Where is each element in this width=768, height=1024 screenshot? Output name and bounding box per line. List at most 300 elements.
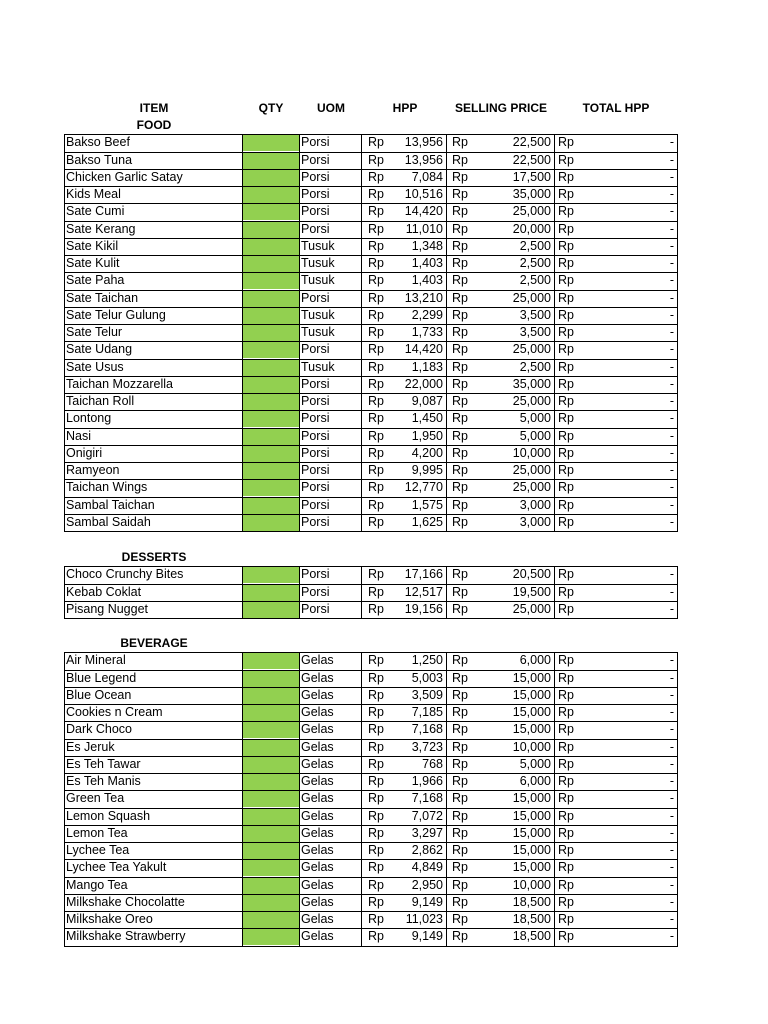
item-name: Sate Cumi bbox=[66, 204, 125, 219]
price-value: 25,000 bbox=[512, 204, 551, 219]
item-name: Es Teh Tawar bbox=[66, 756, 141, 771]
table-row bbox=[64, 497, 677, 514]
table-row bbox=[64, 652, 677, 669]
uom-cell: Porsi bbox=[301, 376, 330, 391]
item-name: Lemon Squash bbox=[66, 808, 151, 823]
column-border bbox=[361, 652, 362, 946]
hpp-value: 1,250 bbox=[411, 653, 443, 668]
column-border bbox=[677, 134, 678, 532]
item-name: Air Mineral bbox=[66, 653, 126, 668]
column-border bbox=[446, 134, 447, 532]
hpp-value: 768 bbox=[422, 756, 443, 771]
hpp-currency: Rp bbox=[368, 705, 384, 719]
table-row bbox=[64, 877, 677, 894]
hpp-currency: Rp bbox=[368, 273, 384, 288]
price-currency: Rp bbox=[452, 463, 468, 477]
price-value: 15,000 bbox=[512, 843, 551, 857]
hpp-value: 12,517 bbox=[404, 584, 443, 599]
hpp-currency: Rp bbox=[368, 912, 384, 926]
row-border bbox=[64, 203, 677, 204]
total-currency: Rp bbox=[558, 290, 574, 305]
hpp-currency: Rp bbox=[368, 221, 384, 236]
qty-cell[interactable] bbox=[242, 255, 299, 272]
hpp-currency: Rp bbox=[368, 238, 384, 253]
item-name: Sate Paha bbox=[66, 273, 125, 288]
total-hpp-value: - bbox=[669, 894, 674, 909]
hpp-value: 22,000 bbox=[404, 376, 443, 391]
price-currency: Rp bbox=[452, 584, 468, 599]
item-name: Pisang Nugget bbox=[66, 601, 149, 616]
qty-cell[interactable] bbox=[242, 221, 299, 238]
total-hpp-value: - bbox=[669, 514, 674, 529]
uom-cell: Gelas bbox=[301, 687, 334, 702]
item-name: Es Teh Manis bbox=[66, 774, 141, 788]
row-border bbox=[64, 376, 677, 377]
row-border bbox=[64, 169, 677, 170]
row-border bbox=[64, 531, 677, 532]
total-hpp-value: - bbox=[669, 325, 674, 339]
qty-cell[interactable] bbox=[242, 428, 299, 445]
price-currency: Rp bbox=[452, 860, 468, 875]
hpp-currency: Rp bbox=[368, 756, 384, 771]
uom-cell: Gelas bbox=[301, 877, 334, 892]
hpp-value: 5,003 bbox=[411, 670, 443, 685]
item-name: Taichan Mozzarella bbox=[66, 376, 173, 391]
total-hpp-value: - bbox=[669, 808, 674, 823]
row-border bbox=[64, 341, 677, 342]
uom-cell: Porsi bbox=[301, 601, 330, 616]
uom-cell: Porsi bbox=[301, 290, 330, 305]
row-border bbox=[64, 272, 677, 273]
price-currency: Rp bbox=[452, 687, 468, 702]
total-currency: Rp bbox=[558, 877, 574, 892]
header-item: ITEM bbox=[139, 101, 169, 115]
table-row bbox=[64, 928, 677, 945]
table-row bbox=[64, 721, 677, 738]
qty-cell[interactable] bbox=[242, 721, 299, 738]
qty-cell[interactable] bbox=[242, 497, 299, 514]
table-row bbox=[64, 670, 677, 687]
price-currency: Rp bbox=[452, 722, 468, 737]
total-hpp-value: - bbox=[669, 774, 674, 788]
price-value: 20,000 bbox=[512, 221, 551, 236]
total-currency: Rp bbox=[558, 774, 574, 788]
column-border bbox=[446, 652, 447, 946]
price-currency: Rp bbox=[452, 135, 468, 150]
item-name: Sate Telur Gulung bbox=[66, 307, 166, 322]
item-name: Kids Meal bbox=[66, 187, 121, 201]
total-hpp-value: - bbox=[669, 428, 674, 443]
hpp-currency: Rp bbox=[368, 670, 384, 685]
qty-cell[interactable] bbox=[242, 393, 299, 410]
hpp-value: 1,183 bbox=[411, 359, 443, 374]
price-currency: Rp bbox=[452, 256, 468, 270]
hpp-currency: Rp bbox=[368, 877, 384, 892]
qty-cell[interactable] bbox=[242, 825, 299, 842]
table-row bbox=[64, 272, 677, 289]
hpp-currency: Rp bbox=[368, 739, 384, 754]
item-name: Nasi bbox=[66, 428, 92, 443]
row-border bbox=[64, 601, 677, 602]
qty-cell[interactable] bbox=[242, 911, 299, 928]
total-hpp-value: - bbox=[669, 601, 674, 616]
hpp-currency: Rp bbox=[368, 722, 384, 737]
row-border bbox=[64, 859, 677, 860]
qty-cell[interactable] bbox=[242, 169, 299, 186]
price-currency: Rp bbox=[452, 825, 468, 840]
qty-cell[interactable] bbox=[242, 687, 299, 704]
price-value: 5,000 bbox=[519, 428, 551, 443]
item-name: Milkshake Strawberry bbox=[66, 929, 186, 944]
row-border bbox=[64, 497, 677, 498]
qty-cell[interactable] bbox=[242, 704, 299, 721]
price-currency: Rp bbox=[452, 394, 468, 408]
column-border bbox=[361, 566, 362, 619]
hpp-currency: Rp bbox=[368, 791, 384, 806]
section-title-beverage: BEVERAGE bbox=[120, 636, 188, 650]
total-hpp-value: - bbox=[669, 929, 674, 944]
uom-cell: Gelas bbox=[301, 653, 334, 668]
total-hpp-value: - bbox=[669, 860, 674, 875]
table-row bbox=[64, 324, 677, 341]
total-hpp-value: - bbox=[669, 584, 674, 599]
item-name: Milkshake Oreo bbox=[66, 912, 153, 926]
price-value: 6,000 bbox=[519, 653, 551, 668]
qty-cell[interactable] bbox=[242, 584, 299, 601]
hpp-currency: Rp bbox=[368, 567, 384, 582]
uom-cell: Tusuk bbox=[301, 359, 335, 374]
qty-cell[interactable] bbox=[242, 773, 299, 790]
total-hpp-value: - bbox=[669, 739, 674, 754]
price-value: 15,000 bbox=[512, 705, 551, 719]
row-border bbox=[64, 445, 677, 446]
total-hpp-value: - bbox=[669, 238, 674, 253]
item-name: Milkshake Chocolatte bbox=[66, 894, 185, 909]
price-currency: Rp bbox=[452, 480, 468, 495]
qty-cell[interactable] bbox=[242, 790, 299, 807]
table-row bbox=[64, 359, 677, 376]
price-currency: Rp bbox=[452, 791, 468, 806]
price-value: 25,000 bbox=[512, 601, 551, 616]
qty-cell[interactable] bbox=[242, 652, 299, 669]
hpp-value: 2,299 bbox=[411, 307, 443, 322]
total-currency: Rp bbox=[558, 567, 574, 582]
hpp-value: 7,084 bbox=[411, 169, 443, 184]
total-currency: Rp bbox=[558, 756, 574, 771]
hpp-value: 4,200 bbox=[411, 445, 443, 460]
table-row bbox=[64, 393, 677, 410]
qty-cell[interactable] bbox=[242, 134, 299, 151]
hpp-currency: Rp bbox=[368, 514, 384, 529]
table-row bbox=[64, 739, 677, 756]
uom-cell: Tusuk bbox=[301, 256, 335, 270]
item-name: Sate Telur bbox=[66, 325, 123, 339]
item-name: Sate Taichan bbox=[66, 290, 139, 305]
price-value: 3,500 bbox=[519, 307, 551, 322]
row-border bbox=[64, 825, 677, 826]
qty-cell[interactable] bbox=[242, 894, 299, 911]
uom-cell: Gelas bbox=[301, 756, 334, 771]
qty-cell[interactable] bbox=[242, 203, 299, 220]
hpp-currency: Rp bbox=[368, 894, 384, 909]
total-hpp-value: - bbox=[669, 756, 674, 771]
qty-cell[interactable] bbox=[242, 808, 299, 825]
price-value: 18,500 bbox=[512, 894, 551, 909]
hpp-value: 11,023 bbox=[405, 912, 443, 926]
hpp-value: 9,149 bbox=[411, 894, 443, 909]
row-border bbox=[64, 584, 677, 585]
total-hpp-value: - bbox=[669, 825, 674, 840]
total-currency: Rp bbox=[558, 428, 574, 443]
item-name: Sate Usus bbox=[66, 359, 124, 374]
total-currency: Rp bbox=[558, 722, 574, 737]
qty-cell[interactable] bbox=[242, 152, 299, 169]
hpp-currency: Rp bbox=[368, 135, 384, 150]
price-currency: Rp bbox=[452, 152, 468, 167]
row-border bbox=[64, 756, 677, 757]
qty-cell[interactable] bbox=[242, 376, 299, 393]
table-row bbox=[64, 186, 677, 203]
hpp-currency: Rp bbox=[368, 187, 384, 201]
total-hpp-value: - bbox=[669, 877, 674, 892]
price-value: 10,000 bbox=[512, 445, 551, 460]
row-border bbox=[64, 808, 677, 809]
header-selling-price: SELLING PRICE bbox=[454, 101, 547, 115]
total-currency: Rp bbox=[558, 497, 574, 512]
column-border bbox=[64, 566, 65, 619]
qty-cell[interactable] bbox=[242, 514, 299, 531]
price-value: 6,000 bbox=[519, 774, 551, 788]
price-value: 2,500 bbox=[519, 256, 551, 270]
hpp-value: 10,516 bbox=[404, 187, 443, 201]
column-border bbox=[554, 566, 555, 619]
row-border bbox=[64, 946, 677, 947]
item-name: Chicken Garlic Satay bbox=[66, 169, 183, 184]
item-name: Es Jeruk bbox=[66, 739, 115, 754]
hpp-currency: Rp bbox=[368, 825, 384, 840]
table-row bbox=[64, 479, 677, 496]
hpp-value: 7,168 bbox=[411, 791, 443, 806]
price-currency: Rp bbox=[452, 894, 468, 909]
qty-cell[interactable] bbox=[242, 739, 299, 756]
hpp-currency: Rp bbox=[368, 376, 384, 391]
total-currency: Rp bbox=[558, 411, 574, 426]
total-hpp-value: - bbox=[669, 791, 674, 806]
price-value: 35,000 bbox=[512, 376, 551, 391]
price-value: 15,000 bbox=[512, 825, 551, 840]
row-border bbox=[64, 911, 677, 912]
table-row bbox=[64, 514, 677, 531]
total-currency: Rp bbox=[558, 273, 574, 288]
price-value: 5,000 bbox=[519, 411, 551, 426]
item-name: Sambal Saidah bbox=[66, 514, 151, 529]
column-border bbox=[64, 652, 65, 946]
qty-cell[interactable] bbox=[242, 272, 299, 289]
total-currency: Rp bbox=[558, 705, 574, 719]
total-currency: Rp bbox=[558, 445, 574, 460]
price-value: 35,000 bbox=[512, 187, 551, 201]
uom-cell: Porsi bbox=[301, 463, 330, 477]
qty-cell[interactable] bbox=[242, 186, 299, 203]
hpp-currency: Rp bbox=[368, 929, 384, 944]
hpp-currency: Rp bbox=[368, 687, 384, 702]
qty-cell[interactable] bbox=[242, 238, 299, 255]
qty-cell[interactable] bbox=[242, 462, 299, 479]
hpp-value: 7,072 bbox=[411, 808, 443, 823]
item-name: Choco Crunchy Bites bbox=[66, 567, 184, 582]
total-hpp-value: - bbox=[669, 342, 674, 357]
qty-cell[interactable] bbox=[242, 928, 299, 945]
total-hpp-value: - bbox=[669, 187, 674, 201]
item-name: Sate Kikil bbox=[66, 238, 119, 253]
qty-cell[interactable] bbox=[242, 341, 299, 358]
total-currency: Rp bbox=[558, 376, 574, 391]
qty-cell[interactable] bbox=[242, 307, 299, 324]
item-name: Lemon Tea bbox=[66, 825, 128, 840]
table-row bbox=[64, 203, 677, 220]
column-border bbox=[299, 652, 300, 946]
item-name: Blue Legend bbox=[66, 670, 137, 685]
total-currency: Rp bbox=[558, 601, 574, 616]
uom-cell: Gelas bbox=[301, 670, 334, 685]
price-value: 25,000 bbox=[512, 290, 551, 305]
total-currency: Rp bbox=[558, 687, 574, 702]
hpp-value: 3,723 bbox=[411, 739, 443, 754]
hpp-value: 19,156 bbox=[404, 601, 443, 616]
total-currency: Rp bbox=[558, 463, 574, 477]
uom-cell: Gelas bbox=[301, 912, 334, 926]
uom-cell: Porsi bbox=[301, 187, 330, 201]
uom-cell: Porsi bbox=[301, 152, 330, 167]
hpp-value: 11,010 bbox=[405, 221, 443, 236]
row-border bbox=[64, 255, 677, 256]
price-value: 10,000 bbox=[512, 739, 551, 754]
hpp-currency: Rp bbox=[368, 463, 384, 477]
hpp-value: 1,403 bbox=[411, 273, 443, 288]
hpp-value: 4,849 bbox=[411, 860, 443, 875]
hpp-value: 14,420 bbox=[404, 342, 443, 357]
item-name: Ramyeon bbox=[66, 463, 120, 477]
hpp-currency: Rp bbox=[368, 480, 384, 495]
column-border bbox=[299, 134, 300, 532]
total-hpp-value: - bbox=[669, 463, 674, 477]
price-value: 25,000 bbox=[512, 463, 551, 477]
table-row bbox=[64, 376, 677, 393]
qty-cell[interactable] bbox=[242, 410, 299, 427]
table-row bbox=[64, 428, 677, 445]
uom-cell: Porsi bbox=[301, 169, 330, 184]
item-name: Lychee Tea bbox=[66, 843, 130, 857]
uom-cell: Gelas bbox=[301, 722, 334, 737]
qty-cell[interactable] bbox=[242, 756, 299, 773]
row-border bbox=[64, 307, 677, 308]
hpp-currency: Rp bbox=[368, 860, 384, 875]
qty-cell[interactable] bbox=[242, 479, 299, 496]
uom-cell: Gelas bbox=[301, 825, 334, 840]
row-border bbox=[64, 842, 677, 843]
hpp-value: 1,575 bbox=[411, 497, 443, 512]
hpp-value: 1,625 bbox=[411, 514, 443, 529]
table-row bbox=[64, 410, 677, 427]
total-hpp-value: - bbox=[669, 290, 674, 305]
hpp-currency: Rp bbox=[368, 808, 384, 823]
table-row bbox=[64, 341, 677, 358]
hpp-value: 17,166 bbox=[404, 567, 443, 582]
price-value: 25,000 bbox=[512, 480, 551, 495]
table-row bbox=[64, 462, 677, 479]
price-value: 17,500 bbox=[512, 169, 551, 184]
hpp-currency: Rp bbox=[368, 307, 384, 322]
hpp-value: 13,956 bbox=[404, 135, 443, 150]
hpp-value: 13,210 bbox=[404, 290, 443, 305]
qty-cell[interactable] bbox=[242, 877, 299, 894]
column-border bbox=[677, 652, 678, 946]
table-row bbox=[64, 445, 677, 462]
uom-cell: Gelas bbox=[301, 929, 334, 944]
hpp-value: 7,185 bbox=[411, 705, 443, 719]
item-name: Onigiri bbox=[66, 445, 103, 460]
price-value: 3,500 bbox=[519, 325, 551, 339]
price-value: 25,000 bbox=[512, 342, 551, 357]
price-value: 5,000 bbox=[519, 756, 551, 771]
qty-cell[interactable] bbox=[242, 566, 299, 583]
hpp-currency: Rp bbox=[368, 774, 384, 788]
qty-cell[interactable] bbox=[242, 859, 299, 876]
price-value: 10,000 bbox=[512, 877, 551, 892]
hpp-currency: Rp bbox=[368, 256, 384, 270]
total-hpp-value: - bbox=[669, 722, 674, 737]
row-border bbox=[64, 324, 677, 325]
item-name: Kebab Coklat bbox=[66, 584, 142, 599]
table-row bbox=[64, 911, 677, 928]
item-name: Cookies n Cream bbox=[66, 705, 163, 719]
total-hpp-value: - bbox=[669, 912, 674, 926]
hpp-value: 1,450 bbox=[411, 411, 443, 426]
qty-cell[interactable] bbox=[242, 290, 299, 307]
hpp-value: 13,956 bbox=[404, 152, 443, 167]
price-currency: Rp bbox=[452, 221, 468, 236]
qty-cell[interactable] bbox=[242, 324, 299, 341]
header-hpp: HPP bbox=[392, 101, 418, 115]
qty-cell[interactable] bbox=[242, 670, 299, 687]
price-currency: Rp bbox=[452, 843, 468, 857]
total-hpp-value: - bbox=[669, 843, 674, 857]
hpp-currency: Rp bbox=[368, 653, 384, 668]
price-currency: Rp bbox=[452, 342, 468, 357]
uom-cell: Porsi bbox=[301, 480, 330, 495]
qty-cell[interactable] bbox=[242, 359, 299, 376]
qty-cell[interactable] bbox=[242, 445, 299, 462]
price-currency: Rp bbox=[452, 187, 468, 201]
column-border bbox=[64, 134, 65, 532]
qty-cell[interactable] bbox=[242, 601, 299, 618]
price-currency: Rp bbox=[452, 411, 468, 426]
total-hpp-value: - bbox=[669, 376, 674, 391]
hpp-value: 1,966 bbox=[411, 774, 443, 788]
qty-cell[interactable] bbox=[242, 842, 299, 859]
total-hpp-value: - bbox=[669, 567, 674, 582]
total-hpp-value: - bbox=[669, 670, 674, 685]
total-currency: Rp bbox=[558, 152, 574, 167]
row-border bbox=[64, 359, 677, 360]
price-currency: Rp bbox=[452, 929, 468, 944]
item-name: Green Tea bbox=[66, 791, 125, 806]
total-hpp-value: - bbox=[669, 653, 674, 668]
hpp-value: 9,149 bbox=[411, 929, 443, 944]
item-name: Dark Choco bbox=[66, 722, 132, 737]
table-row bbox=[64, 290, 677, 307]
uom-cell: Porsi bbox=[301, 584, 330, 599]
